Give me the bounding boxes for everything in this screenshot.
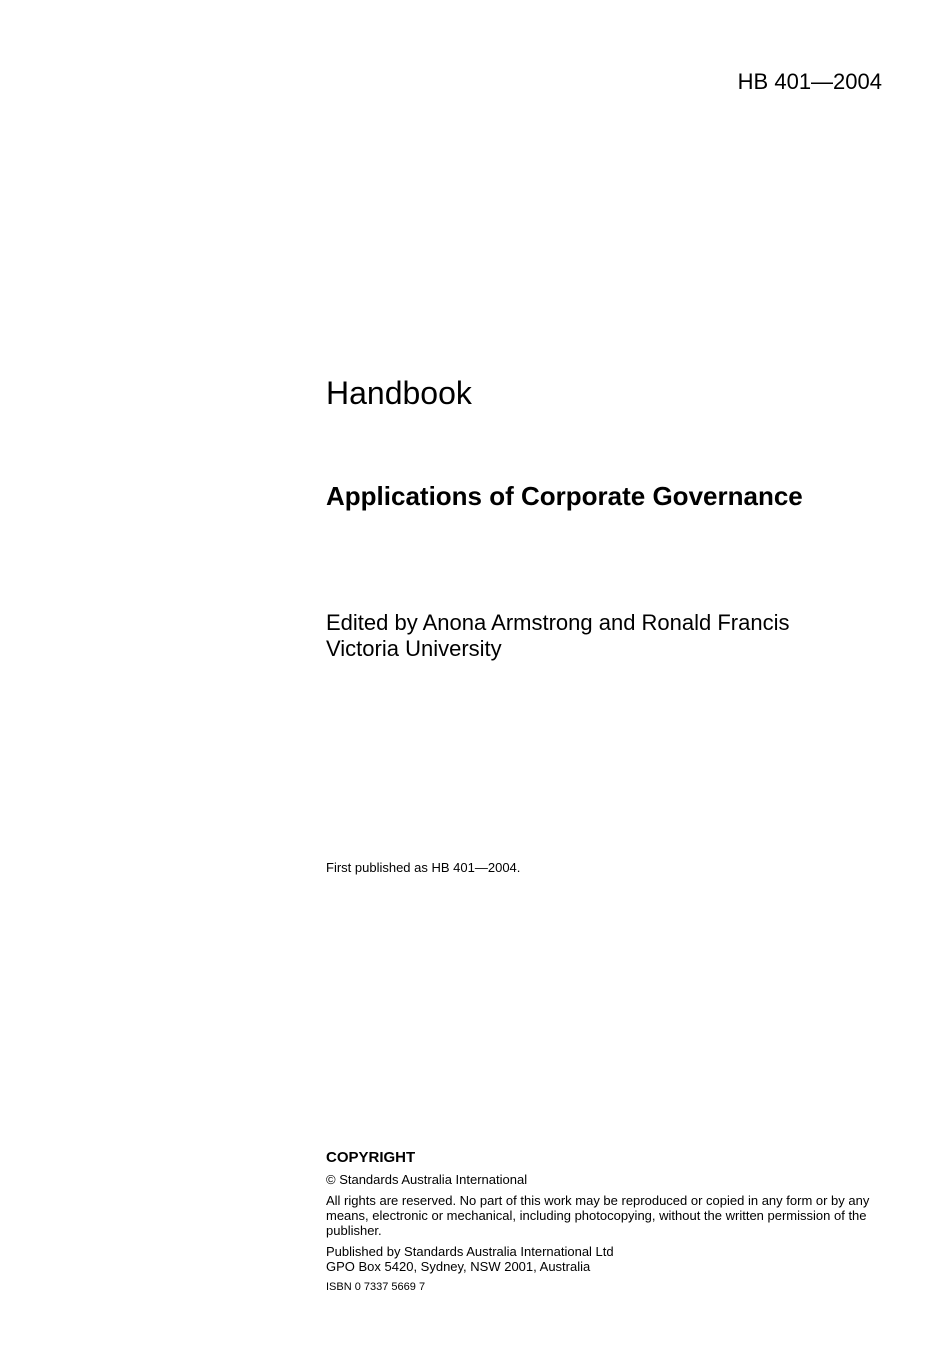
copyright-heading: COPYRIGHT xyxy=(326,1149,416,1166)
first-published-note: First published as HB 401—2004. xyxy=(326,860,521,875)
institution: Victoria University xyxy=(326,636,502,661)
copyright-owner: © Standards Australia International xyxy=(326,1172,528,1187)
publisher-address: GPO Box 5420, Sydney, NSW 2001, Australia xyxy=(326,1259,591,1274)
document-title: Applications of Corporate Governance xyxy=(326,481,803,511)
editors-block xyxy=(326,610,886,662)
publisher-name: Published by Standards Australia International Ltd xyxy=(326,1244,614,1259)
document-type: Handbook xyxy=(326,375,472,411)
document-number: HB 401—2004 xyxy=(737,69,882,94)
copyright-block xyxy=(326,1148,886,1294)
isbn: ISBN 0 7337 5669 7 xyxy=(326,1281,426,1293)
editors-line: Edited by Anona Armstrong and Ronald Francis xyxy=(326,610,790,635)
rights-statement: All rights are reserved. No part of this work may be reproduced or copied in any form or by any means, electronic or mechanical, including photocopying, without the written permission of the publisher. xyxy=(326,1193,870,1238)
